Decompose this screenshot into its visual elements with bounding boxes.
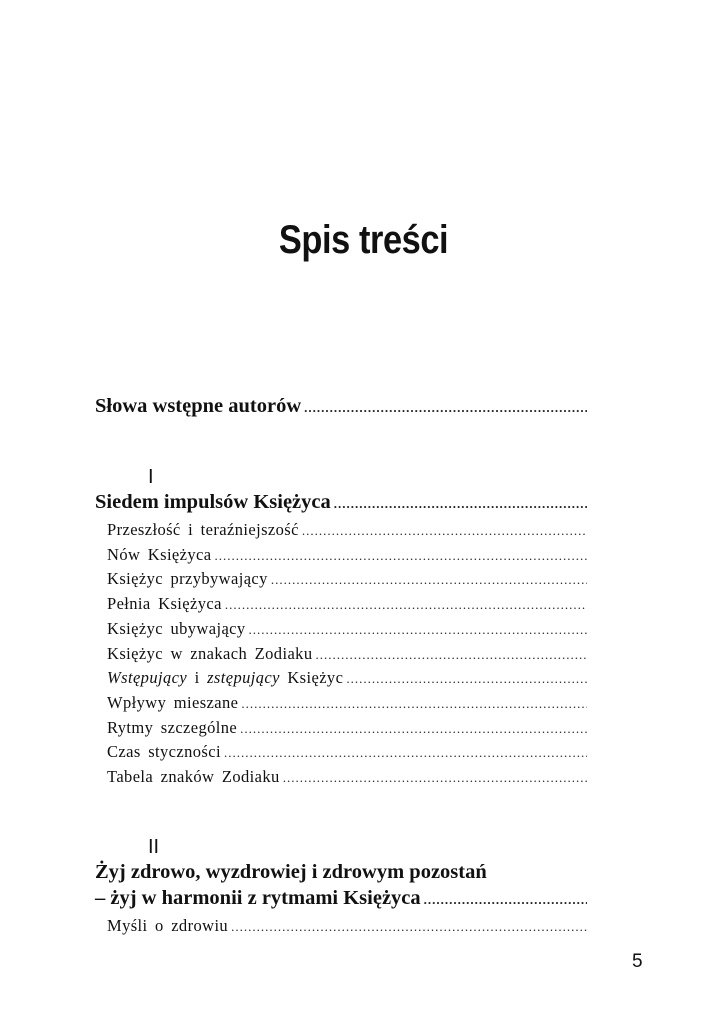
toc-entry-label: Nów Księżyca	[107, 545, 212, 564]
toc-entry-label: Tabela znaków Zodiaku	[107, 767, 280, 786]
dot-leader	[214, 548, 587, 564]
plain-text: i	[187, 668, 208, 687]
dot-leader	[225, 597, 587, 613]
toc-entry-label: Słowa wstępne autorów	[95, 395, 302, 417]
dot-leader	[334, 496, 587, 512]
toc-entry[interactable]	[95, 767, 587, 787]
dot-leader	[271, 572, 587, 588]
toc-part-title-label: Żyj zdrowo, wyzdrowiej i zdrowym pozostań	[95, 861, 487, 883]
toc-part2-title-line2[interactable]	[95, 887, 587, 910]
toc-entry-label: Przeszłość i teraźniejszość	[107, 520, 299, 539]
dot-leader	[304, 400, 587, 416]
dot-leader	[346, 671, 587, 687]
toc-entry-label: Czas styczności	[107, 742, 221, 761]
page-title: Spis treści	[278, 218, 449, 262]
toc-entry-label: Księżyc ubywający	[107, 619, 246, 638]
toc-entry[interactable]	[95, 718, 587, 738]
toc-part2-title-line1[interactable]	[95, 861, 587, 884]
toc-entry-label	[107, 668, 343, 688]
italic-text: zstępujący	[207, 668, 280, 687]
toc-entry[interactable]	[95, 594, 587, 614]
toc-entry-label: Księżyc w znakach Zodiaku	[107, 644, 313, 663]
toc-entry[interactable]	[95, 569, 587, 589]
dot-leader	[302, 523, 587, 539]
toc-entry-label: Myśli o zdrowiu	[107, 916, 229, 935]
page-number: 5	[632, 951, 643, 972]
dot-leader	[283, 770, 587, 786]
dot-leader	[424, 892, 587, 908]
toc-entry[interactable]	[95, 619, 587, 639]
dot-leader	[240, 721, 587, 737]
italic-text: Wstępujący	[107, 668, 188, 687]
toc-part-title-label: Siedem impulsów Księżyca	[95, 491, 331, 513]
toc-entry-label: Rytmy szczególne	[107, 718, 238, 737]
toc-part-title-label: – żyj w harmonii z rytmami Księżyca	[95, 887, 421, 909]
dot-leader	[231, 919, 587, 935]
dot-leader	[224, 745, 587, 761]
toc-entry[interactable]	[95, 545, 587, 565]
toc-entry[interactable]	[95, 644, 587, 664]
part-numeral: II	[148, 836, 160, 858]
part-numeral: I	[148, 466, 154, 488]
toc-entry-label: Pełnia Księżyca	[107, 594, 222, 613]
toc-part1-title[interactable]	[95, 491, 587, 514]
toc-entry[interactable]	[95, 693, 587, 713]
dot-leader	[249, 622, 587, 638]
plain-text: Księżyc	[279, 668, 344, 687]
toc-entry[interactable]	[95, 668, 587, 688]
toc-entry[interactable]	[95, 742, 587, 762]
dot-leader	[315, 647, 587, 663]
toc-entry-label: Księżyc przybywający	[107, 569, 268, 588]
toc-entry[interactable]	[95, 520, 587, 540]
toc-entry-intro[interactable]	[95, 395, 587, 418]
dot-leader	[241, 696, 587, 712]
toc-entry[interactable]	[95, 916, 587, 936]
toc-entry-label: Wpływy mieszane	[107, 693, 239, 712]
